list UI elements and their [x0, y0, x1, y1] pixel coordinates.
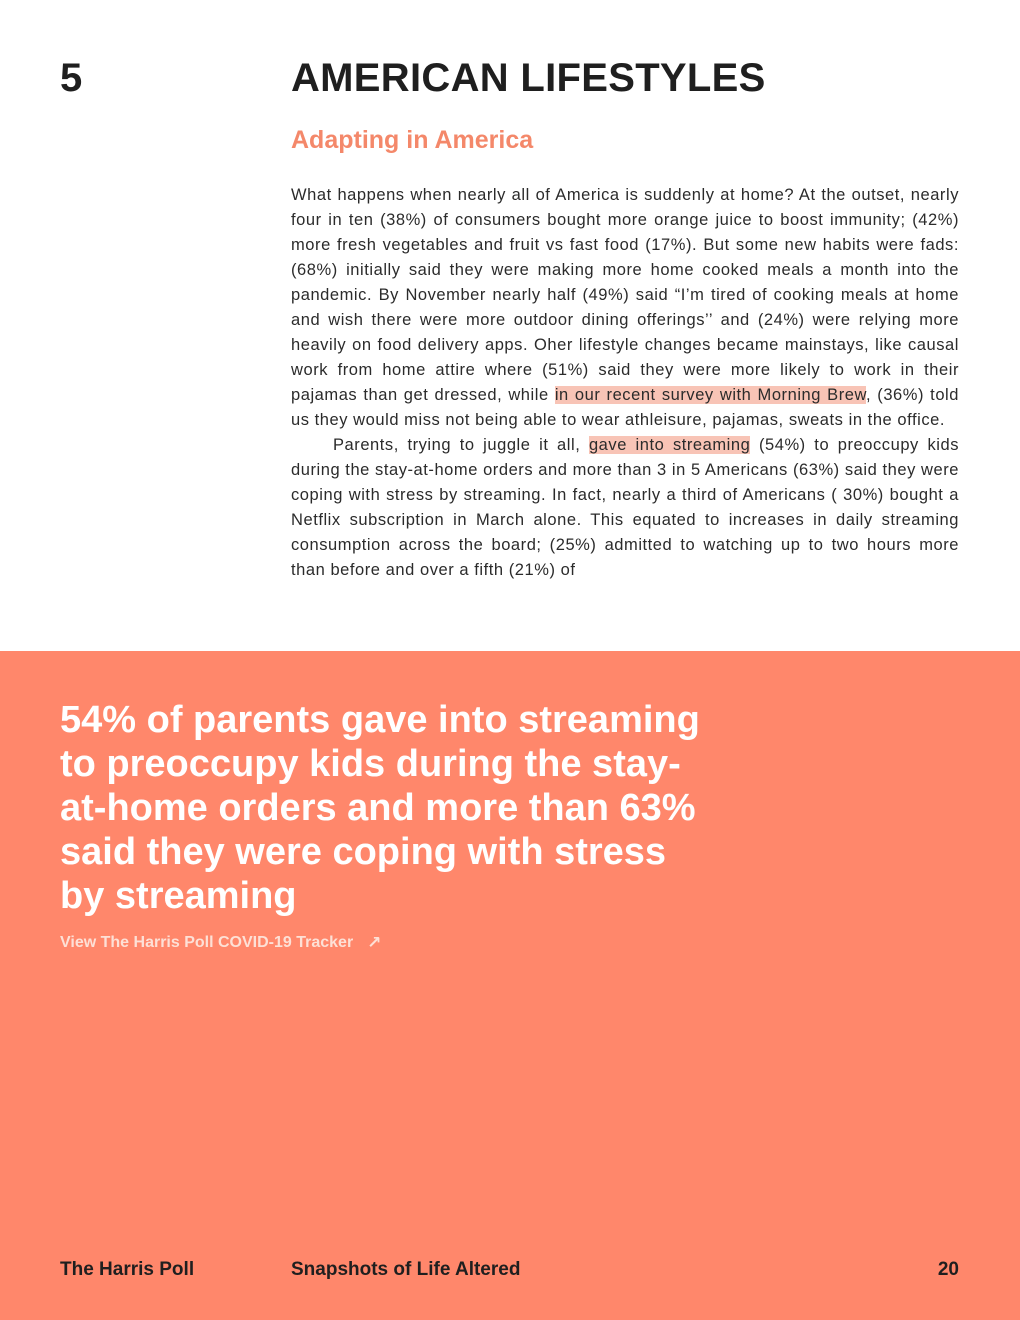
arrow-up-right-icon: ↗	[367, 933, 382, 952]
body-p2-text: Parents, trying to juggle it all,	[333, 436, 589, 454]
footer-publisher: The Harris Poll	[60, 1259, 195, 1280]
section-subtitle: Adapting in America	[291, 126, 534, 154]
body-text	[291, 183, 959, 583]
section-number: 5	[60, 56, 83, 100]
highlight-morning-brew[interactable]: in our recent survey with Morning Brew	[554, 386, 867, 404]
body-p1-text-end: , (36%) told us they would miss not being able to wear athleisure, pajamas, sweats in the office.	[291, 386, 959, 429]
body-p1-text: What happens when nearly all of America is suddenly at home? At the outset, nearly four in ten (38%) of consumers bought more orange juice to boost immunity; (42%) more fresh vegetables and fruit vs fast food (17%). But some new habits were fads: (68%) initially said they were making more home cooked meals a month into the pandemic. By November nearly half (49%) said “I’m tired of cooking meals at home and wish there were more outdoor dining offerings’’ and (24%) were relying more heavily on food delivery apps. Oher lifestyle changes became mainstays, like causal work from home attire where (51%) said they were more likely to work in their pajamas than get dressed, while	[291, 186, 959, 404]
callout-quote: 54% of parents gave into streaming to preoccupy kids during the stay-at-home orders and more than 63% said they were coping with stress by streaming	[60, 699, 700, 917]
body-paragraph-2	[291, 433, 959, 583]
section-title: AMERICAN LIFESTYLES	[291, 56, 766, 100]
body-p2-text-end: (54%) to preoccupy kids during the stay-at-home orders and more than 3 in 5 Americans (63%) said they were coping with stress by streaming. In fact, nearly a third of Americans ( 30%) bought a Netflix subscription in March alone. This equated to increases in daily streaming consumption across the board; (25%) admitted to watching up to two hours more than before and over a fifth (21%) of	[291, 436, 959, 579]
highlight-gave-into-streaming[interactable]: gave into streaming	[588, 436, 751, 454]
body-paragraph-1	[291, 183, 959, 433]
footer-report-title: Snapshots of Life Altered	[291, 1259, 521, 1280]
tracker-link-label: View The Harris Poll COVID-19 Tracker	[60, 934, 354, 951]
tracker-link[interactable]	[60, 933, 381, 953]
page-number: 20	[937, 1259, 959, 1280]
